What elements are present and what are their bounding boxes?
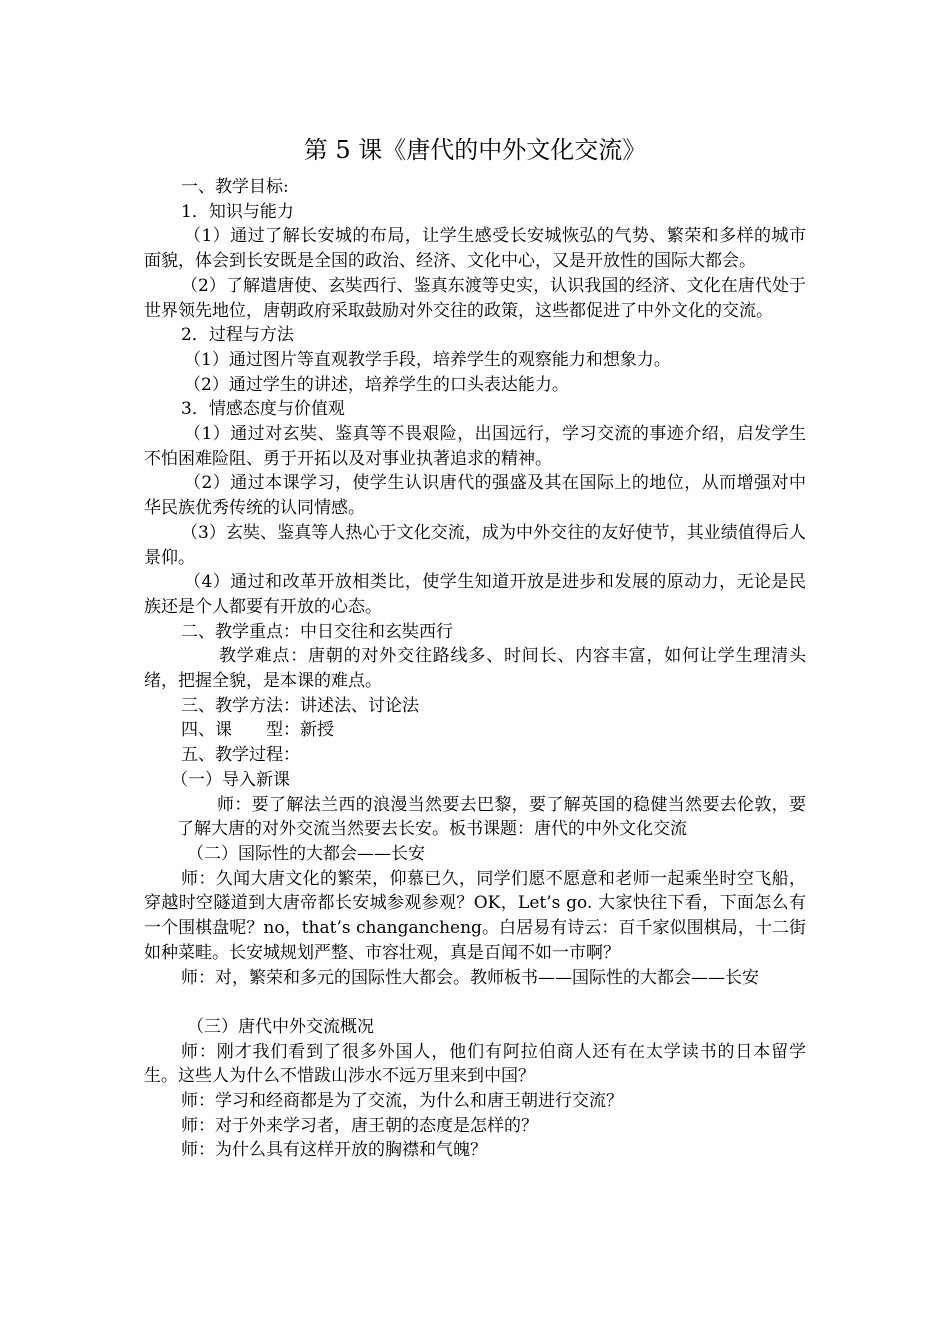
- step-heading: （三）唐代中外交流概况: [187, 1016, 374, 1037]
- paragraph: 师：为什么具有这样开放的胸襟和气魄？: [181, 1140, 487, 1161]
- section-heading-process: 五、教学过程：: [181, 745, 300, 766]
- section-heading-lesson-type: 四、课 型：新授: [181, 720, 334, 741]
- step-heading: （二）国际性的大都会——长安: [187, 843, 425, 864]
- paragraph: 师：对于外来学习者，唐王朝的态度是怎样的？: [181, 1115, 538, 1136]
- paragraph: （1）通过了解长安城的布局，让学生感受长安城恢弘的气势、繁荣和多样的城市面貌，体会到长安既是全国的政治、经济、文化中心，又是开放性的国际大都会。: [144, 226, 806, 272]
- blank-line: [144, 990, 806, 1015]
- paragraph: （2）通过学生的讲述，培养学生的口头表达能力。: [184, 374, 569, 395]
- step-heading: （一）导入新课: [171, 769, 290, 790]
- page-title: 第 5 课《唐代的中外文化交流》: [303, 136, 647, 164]
- paragraph: （2）通过本课学习，使学生认识唐代的强盛及其在国际上的地位，从而增强对中华民族优秀传统的认同情感。: [144, 473, 806, 519]
- paragraph: 教学难点：唐朝的对外交往路线多、时间长、内容丰富，如何让学生理清头绪，把握全貌，是本课的难点。: [144, 646, 806, 692]
- paragraph: 师：对，繁荣和多元的国际性大都会。教师板书——国际性的大都会——长安: [181, 967, 759, 988]
- section-heading-methods: 三、教学方法：讲述法、讨论法: [181, 695, 419, 716]
- subsection-heading: 2．过程与方法: [181, 325, 294, 346]
- paragraph: 师：要了解法兰西的浪漫当然要去巴黎，要了解英国的稳健当然要去伦敦，要了解大唐的对外交流当然要去长安。板书课题：唐代的中外文化交流: [177, 794, 806, 840]
- paragraph: （4）通过和改革开放相类比，使学生知道开放是进步和发展的原动力，无论是民族还是个人都要有开放的心态。: [144, 572, 806, 617]
- paragraph: （1）通过图片等直观教学手段，培养学生的观察能力和想象力。: [184, 349, 671, 370]
- paragraph: 师：学习和经商都是为了交流，为什么和唐王朝进行交流？: [181, 1091, 623, 1111]
- paragraph: 师：久闻大唐文化的繁荣，仰慕已久，同学们愿不愿意和老师一起乘坐时空飞船，穿越时空隧道到大唐帝都长安城参观参观？OK，Let’s go. 大家快往下看，下面怎么有一个围棋盘呢？no，that’s changancheng。白居易有诗云：百千家似围棋局，十二街如种菜畦。长安城规划严整、市容壮观，真是百闻不如一市啊？: [144, 868, 806, 963]
- paragraph: （2）了解遣唐使、玄奘西行、鉴真东渡等史实，认识我国的经济、文化在唐代处于世界领先地位，唐朝政府采取鼓励对外交往的政策，这些都促进了中外文化的交流。: [144, 275, 806, 321]
- document-body: [144, 175, 806, 1163]
- paragraph: （3）玄奘、鉴真等人热心于文化交流，成为中外交往的友好使节，其业绩值得后人景仰。: [144, 522, 806, 568]
- section-heading-objectives: 一、教学目标:: [181, 177, 289, 197]
- section-heading-key-points: 二、教学重点：中日交往和玄奘西行: [181, 621, 453, 642]
- subsection-heading: 3．情感态度与价值观: [181, 399, 345, 420]
- paragraph: （1）通过对玄奘、鉴真等不畏艰险，出国远行，学习交流的事迹介绍，启发学生不怕困难险阻、勇于开拓以及对事业执著追求的精神。: [144, 424, 806, 469]
- paragraph: 师：刚才我们看到了很多外国人，他们有阿拉伯商人还有在太学读书的日本留学生。这些人为什么不惜跋山涉水不远万里来到中国？: [144, 1041, 806, 1087]
- subsection-heading: 1．知识与能力: [181, 201, 294, 222]
